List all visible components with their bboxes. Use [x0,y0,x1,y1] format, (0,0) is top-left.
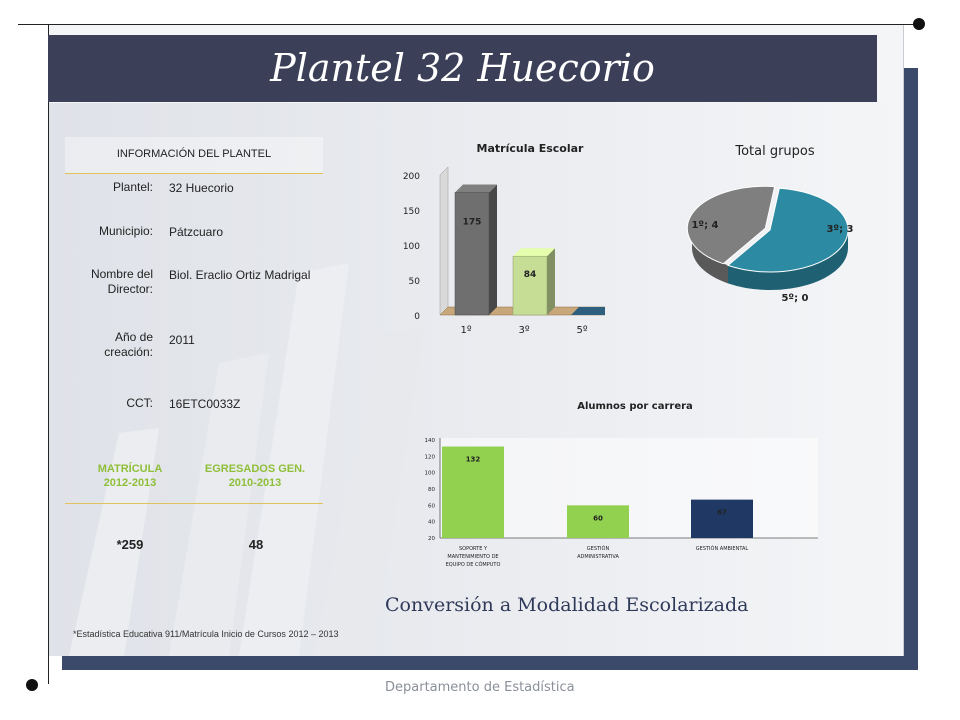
matricula-value: *259 [116,537,144,552]
title-bar [48,35,877,102]
data-label: 84 [523,269,537,280]
info-header-box [65,137,323,174]
data-label: 132 [465,455,481,464]
x-tick-label: GESTIÓN AMBIENTAL [695,546,749,552]
bar [513,256,547,315]
y-tick-label: 120 [424,454,435,461]
cct-value: 16ETC0033Z [169,397,241,411]
bar [455,193,489,316]
info-header: INFORMACIÓN DEL PLANTEL [116,148,272,160]
bar-side [489,185,497,316]
page-title: Plantel 32 Huecorio [270,46,655,90]
corner-dot-bottom-left [26,679,38,691]
y-tick-label: 40 [428,519,435,526]
y-tick-label: 80 [428,487,435,493]
x-tick-label: GESTIÓN [586,546,610,552]
grupos-chart-title: Total grupos [735,144,815,159]
grupos-chart [670,175,870,315]
x-tick-label: EQUIPO DE CÓMPUTO [445,562,501,568]
municipio-label: Municipio: [98,224,153,238]
bar [691,500,753,538]
x-tick-label: 3º [518,325,530,336]
creacion-value: 2011 [169,333,195,347]
cct-label: CCT: [126,396,153,410]
y-tick-label: 140 [424,438,435,444]
data-label: 175 [462,217,482,228]
x-tick-label: ADMINISTRATIVA [577,554,619,560]
director-value: Biol. Eraclio Ortiz Madrigal [169,268,311,282]
y-tick-label: 0 [414,312,420,322]
data-label: 67 [717,508,727,517]
matricula-chart [395,165,605,340]
y-tick-label: 100 [424,470,435,477]
matricula-chart-title: Matrícula Escolar [476,142,584,155]
creacion-label: Año de creación: [104,330,153,359]
pie-label: 1º; 4 [691,220,719,231]
x-tick-label: 5º [576,325,588,336]
plantel-label: Plantel: [112,180,153,194]
carrera-chart-title: Alumnos por carrera [577,401,693,412]
y-tick-label: 50 [408,277,420,287]
municipio-value: Pátzcuaro [169,225,224,239]
y-tick-label: 60 [428,503,435,510]
director-label: Nombre del Director: [90,267,153,296]
y-tick-label: 200 [402,172,420,182]
department-footer: Departamento de Estadística [385,680,575,695]
bar-side [547,248,555,315]
egresados-heading: EGRESADOS GEN. 2010-2013 [204,463,306,489]
side-wall [440,167,448,315]
plantel-value: 32 Huecorio [169,181,234,195]
y-tick-label: 100 [402,242,420,252]
x-tick-label: SOPORTE Y [458,546,488,552]
x-tick-label: 1º [460,325,472,336]
pie-label: 3º; 3 [826,224,854,235]
corner-dot-top-right [913,18,925,30]
y-tick-label: 150 [402,207,420,217]
carrera-chart [410,430,830,575]
matricula-heading: MATRÍCULA 2012-2013 [97,463,163,489]
stats-divider [65,503,323,504]
pie-label: 5º; 0 [781,293,809,304]
y-tick-label: 20 [428,536,435,542]
egresados-value: 48 [248,537,264,552]
subtitle: Conversión a Modalidad Escolarizada [385,594,749,616]
frame-line-top [18,24,918,25]
data-label: 60 [593,514,603,523]
footnote: *Estadística Educativa 911/Matrícula Inicio de Cursos 2012 – 2013 [73,629,339,639]
x-tick-label: MANTENIMIENTO DE [447,554,499,560]
